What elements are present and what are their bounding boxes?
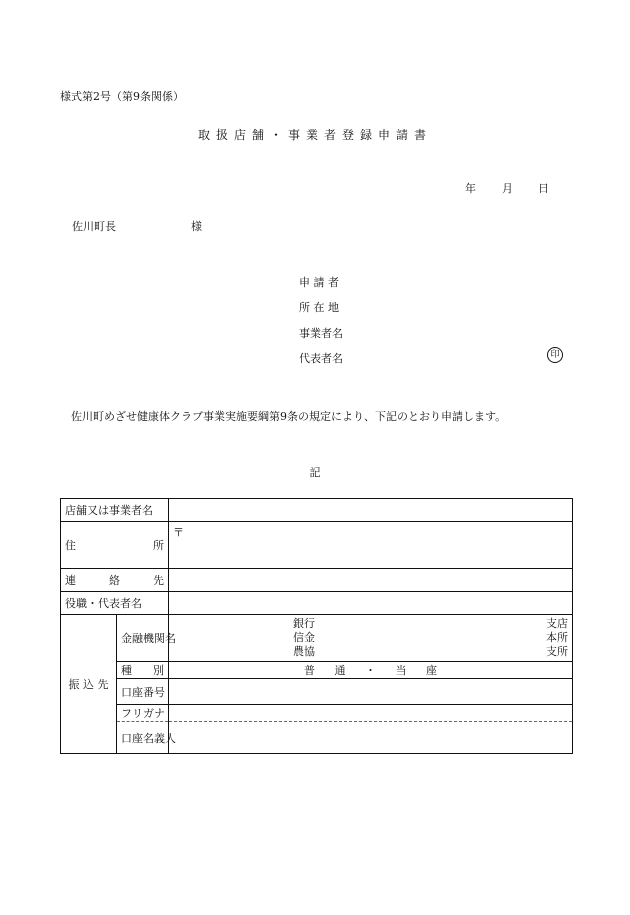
application-table (60, 498, 573, 754)
addressee-name: 佐川町長 (72, 220, 116, 233)
bank-line: 銀行 支店 (293, 617, 568, 630)
representative-label: 代表者名 (299, 352, 343, 365)
holder-label: 口 座 名 義 人 (117, 722, 169, 754)
position-label: 役職・代表者名 (61, 592, 169, 615)
type-label: 種 別 (117, 662, 169, 679)
applicant-heading: 申 請 者 (299, 276, 339, 289)
store-name-row (61, 499, 573, 522)
postal-mark: 〒 (173, 526, 184, 539)
addressee-honorific: 様 (191, 220, 202, 233)
bank-name-field[interactable] (169, 615, 573, 662)
address-row (61, 522, 573, 569)
location-label: 所 在 地 (299, 301, 339, 314)
address-field[interactable] (169, 522, 573, 569)
transfer-label: 振 込 先 (61, 615, 117, 754)
ki-heading: 記 (309, 466, 321, 479)
account-number-field[interactable] (169, 679, 573, 705)
date-year: 年 (465, 182, 476, 195)
account-number-label: 口 座 番 号 (117, 679, 169, 705)
business-name-label: 事業者名 (299, 327, 343, 340)
store-name-label: 店舗又は事業者名 (61, 499, 169, 522)
account-type-row (61, 662, 573, 679)
account-type-options[interactable]: 普 通 ・ 当 座 (169, 662, 573, 679)
furigana-row (61, 705, 573, 722)
date-day: 日 (538, 182, 549, 195)
contact-field[interactable] (169, 569, 573, 592)
body-text: 佐川町めざせ健康体クラブ事業実施要綱第9条の規定により、下記のとおり申請します。 (71, 410, 507, 423)
position-field[interactable] (169, 592, 573, 615)
date-month: 月 (502, 182, 513, 195)
seal-mark: 印 (547, 347, 563, 363)
contact-label: 連 絡 先 (61, 569, 169, 592)
holder-field[interactable] (169, 722, 573, 754)
bank-line: 農協 支所 (293, 645, 568, 658)
bank-name-label: 金 融 機 関 名 (117, 615, 169, 662)
bank-row (61, 615, 573, 662)
furigana-field[interactable] (169, 705, 573, 722)
position-row (61, 592, 573, 615)
document-title: 取扱店舗・事業者登録申請書 (197, 128, 432, 142)
bank-line: 信金 本所 (293, 631, 568, 644)
contact-row (61, 569, 573, 592)
address-label: 住 所 (61, 522, 169, 569)
store-name-field[interactable] (169, 499, 573, 522)
form-number: 様式第2号（第9条関係） (60, 90, 184, 103)
furigana-label: フ リ ガ ナ (117, 705, 169, 722)
account-holder-row (61, 722, 573, 754)
account-number-row (61, 679, 573, 705)
